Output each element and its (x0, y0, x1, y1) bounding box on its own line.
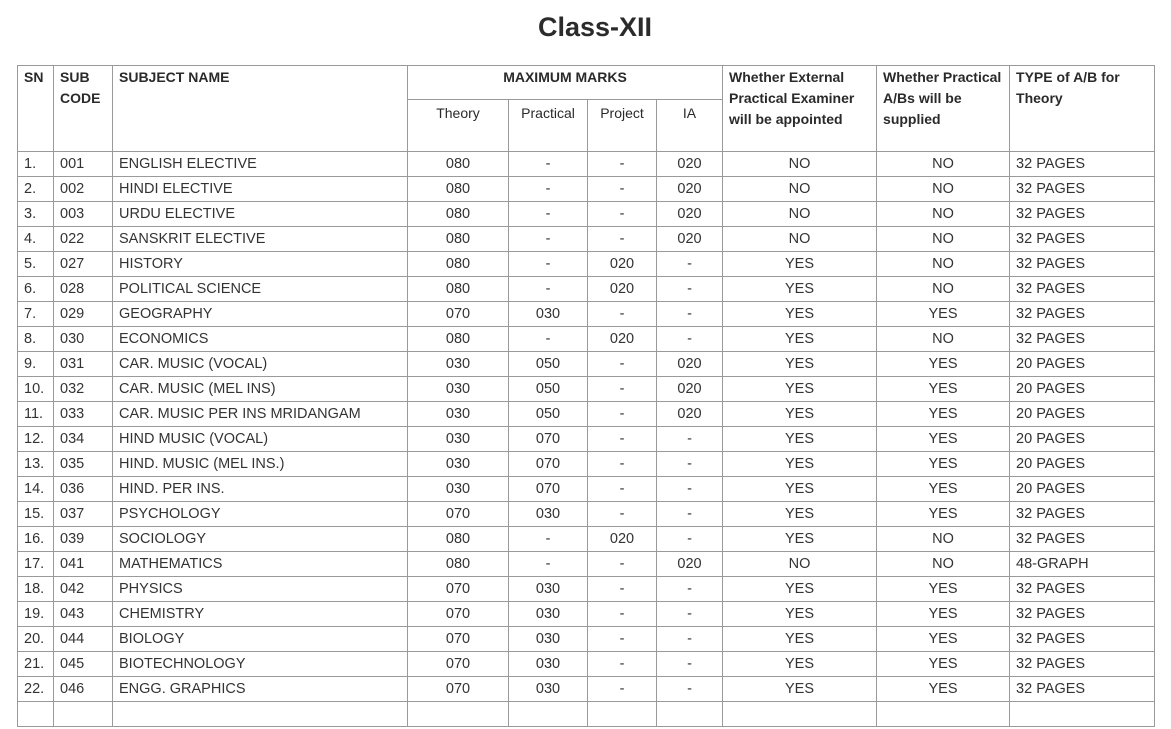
cell-subject-name: GEOGRAPHY (113, 302, 408, 327)
cell-ia: - (657, 277, 723, 302)
cell-practical-ab: YES (877, 602, 1010, 627)
cell-sn: 1. (18, 152, 54, 177)
table-row (18, 302, 1155, 327)
cell-subject-name: CHEMISTRY (113, 602, 408, 627)
cell-practical-ab: YES (877, 402, 1010, 427)
cell-subject-name: CAR. MUSIC (MEL INS) (113, 377, 408, 402)
cell-sn: 15. (18, 502, 54, 527)
cell-ia: 020 (657, 552, 723, 577)
empty-row (18, 702, 1155, 727)
table-row (18, 177, 1155, 202)
cell-external-examiner: YES (723, 352, 877, 377)
empty-cell (657, 702, 723, 727)
cell-sn: 21. (18, 652, 54, 677)
cell-sn: 9. (18, 352, 54, 377)
cell-sn: 8. (18, 327, 54, 352)
cell-practical: 030 (509, 627, 588, 652)
cell-project: - (588, 627, 657, 652)
cell-practical: - (509, 277, 588, 302)
cell-theory: 070 (408, 302, 509, 327)
cell-theory: 080 (408, 327, 509, 352)
cell-external-examiner: NO (723, 177, 877, 202)
empty-cell (113, 702, 408, 727)
cell-practical: 030 (509, 677, 588, 702)
cell-practical-ab: YES (877, 352, 1010, 377)
cell-practical-ab: YES (877, 452, 1010, 477)
cell-practical: 030 (509, 602, 588, 627)
table-row (18, 527, 1155, 552)
table-row (18, 202, 1155, 227)
cell-practical: - (509, 327, 588, 352)
cell-practical-ab: YES (877, 427, 1010, 452)
cell-subject-name: POLITICAL SCIENCE (113, 277, 408, 302)
cell-subject-name: CAR. MUSIC (VOCAL) (113, 352, 408, 377)
cell-sn: 5. (18, 252, 54, 277)
cell-ab-type: 32 PAGES (1010, 527, 1155, 552)
cell-project: - (588, 377, 657, 402)
cell-ia: - (657, 477, 723, 502)
header-external-examiner: Whether External Practical Examiner will be appointed (723, 66, 877, 152)
cell-external-examiner: YES (723, 327, 877, 352)
cell-theory: 080 (408, 527, 509, 552)
cell-project: - (588, 502, 657, 527)
cell-sub-code: 044 (54, 627, 113, 652)
cell-sn: 16. (18, 527, 54, 552)
cell-external-examiner: YES (723, 452, 877, 477)
cell-practical-ab: YES (877, 477, 1010, 502)
cell-practical-ab: YES (877, 627, 1010, 652)
cell-project: - (588, 177, 657, 202)
empty-cell (18, 702, 54, 727)
cell-sub-code: 042 (54, 577, 113, 602)
cell-ab-type: 32 PAGES (1010, 177, 1155, 202)
cell-ia: 020 (657, 177, 723, 202)
cell-sub-code: 031 (54, 352, 113, 377)
cell-external-examiner: YES (723, 477, 877, 502)
cell-ia: - (657, 627, 723, 652)
cell-subject-name: BIOLOGY (113, 627, 408, 652)
cell-ab-type: 48-GRAPH (1010, 552, 1155, 577)
header-sub-code: SUB CODE (54, 66, 113, 152)
cell-sn: 14. (18, 477, 54, 502)
cell-sub-code: 030 (54, 327, 113, 352)
header-ia: IA (657, 100, 723, 152)
header-practical: Practical (509, 100, 588, 152)
cell-ia: - (657, 527, 723, 552)
cell-subject-name: HISTORY (113, 252, 408, 277)
cell-ab-type: 32 PAGES (1010, 577, 1155, 602)
table-body (18, 152, 1155, 727)
cell-sub-code: 028 (54, 277, 113, 302)
cell-project: - (588, 227, 657, 252)
cell-ab-type: 32 PAGES (1010, 202, 1155, 227)
page-title: Class-XII (537, 12, 653, 42)
cell-project: - (588, 202, 657, 227)
cell-project: - (588, 402, 657, 427)
cell-practical-ab: YES (877, 677, 1010, 702)
cell-practical: - (509, 177, 588, 202)
cell-subject-name: ECONOMICS (113, 327, 408, 352)
cell-subject-name: HINDI ELECTIVE (113, 177, 408, 202)
cell-sn: 20. (18, 627, 54, 652)
cell-ia: - (657, 302, 723, 327)
cell-sub-code: 033 (54, 402, 113, 427)
cell-ia: 020 (657, 402, 723, 427)
cell-external-examiner: YES (723, 277, 877, 302)
cell-subject-name: HIND. PER INS. (113, 477, 408, 502)
cell-subject-name: PHYSICS (113, 577, 408, 602)
cell-subject-name: ENGG. GRAPHICS (113, 677, 408, 702)
cell-project: 020 (588, 327, 657, 352)
cell-subject-name: HIND. MUSIC (MEL INS.) (113, 452, 408, 477)
cell-practical: 070 (509, 452, 588, 477)
cell-theory: 030 (408, 402, 509, 427)
cell-practical-ab: NO (877, 552, 1010, 577)
table-row (18, 352, 1155, 377)
cell-ia: - (657, 577, 723, 602)
cell-ab-type: 20 PAGES (1010, 352, 1155, 377)
cell-subject-name: ENGLISH ELECTIVE (113, 152, 408, 177)
cell-theory: 070 (408, 602, 509, 627)
cell-sub-code: 032 (54, 377, 113, 402)
cell-practical: 030 (509, 652, 588, 677)
cell-ab-type: 32 PAGES (1010, 502, 1155, 527)
cell-practical-ab: NO (877, 327, 1010, 352)
table-row (18, 252, 1155, 277)
cell-sub-code: 043 (54, 602, 113, 627)
cell-practical-ab: NO (877, 152, 1010, 177)
cell-practical: 050 (509, 402, 588, 427)
cell-ab-type: 32 PAGES (1010, 677, 1155, 702)
cell-sub-code: 029 (54, 302, 113, 327)
empty-cell (877, 702, 1010, 727)
cell-external-examiner: NO (723, 152, 877, 177)
header-maximum-marks: MAXIMUM MARKS (408, 66, 723, 100)
empty-cell (588, 702, 657, 727)
cell-project: - (588, 577, 657, 602)
cell-theory: 070 (408, 577, 509, 602)
cell-sn: 2. (18, 177, 54, 202)
header-row (18, 66, 1155, 100)
cell-practical: - (509, 552, 588, 577)
table-row (18, 577, 1155, 602)
cell-theory: 080 (408, 177, 509, 202)
cell-practical: 050 (509, 352, 588, 377)
table-row (18, 627, 1155, 652)
cell-theory: 080 (408, 277, 509, 302)
cell-practical: - (509, 202, 588, 227)
cell-practical: 030 (509, 502, 588, 527)
cell-ab-type: 20 PAGES (1010, 402, 1155, 427)
cell-theory: 030 (408, 477, 509, 502)
cell-sn: 3. (18, 202, 54, 227)
table-row (18, 452, 1155, 477)
cell-theory: 080 (408, 152, 509, 177)
cell-practical: - (509, 152, 588, 177)
cell-ia: 020 (657, 352, 723, 377)
cell-subject-name: PSYCHOLOGY (113, 502, 408, 527)
cell-theory: 030 (408, 377, 509, 402)
cell-sub-code: 035 (54, 452, 113, 477)
cell-external-examiner: YES (723, 527, 877, 552)
cell-sub-code: 002 (54, 177, 113, 202)
table-row (18, 477, 1155, 502)
cell-project: - (588, 652, 657, 677)
cell-external-examiner: NO (723, 552, 877, 577)
cell-practical: - (509, 527, 588, 552)
cell-practical-ab: YES (877, 302, 1010, 327)
cell-ia: - (657, 502, 723, 527)
cell-practical: 070 (509, 427, 588, 452)
table-row (18, 402, 1155, 427)
cell-sub-code: 046 (54, 677, 113, 702)
cell-theory: 080 (408, 252, 509, 277)
cell-subject-name: SOCIOLOGY (113, 527, 408, 552)
cell-ab-type: 32 PAGES (1010, 302, 1155, 327)
cell-sn: 6. (18, 277, 54, 302)
cell-sn: 19. (18, 602, 54, 627)
cell-ia: 020 (657, 202, 723, 227)
cell-project: - (588, 302, 657, 327)
cell-sn: 17. (18, 552, 54, 577)
cell-project: - (588, 427, 657, 452)
header-practical-ab: Whether Practical A/Bs will be supplied (877, 66, 1010, 152)
cell-project: - (588, 552, 657, 577)
cell-practical: - (509, 252, 588, 277)
cell-theory: 030 (408, 352, 509, 377)
cell-subject-name: URDU ELECTIVE (113, 202, 408, 227)
cell-ab-type: 32 PAGES (1010, 652, 1155, 677)
empty-cell (54, 702, 113, 727)
header-ab-type: TYPE of A/B for Theory (1010, 66, 1155, 152)
cell-ab-type: 32 PAGES (1010, 227, 1155, 252)
cell-ab-type: 20 PAGES (1010, 377, 1155, 402)
cell-sub-code: 003 (54, 202, 113, 227)
table-row (18, 277, 1155, 302)
empty-cell (509, 702, 588, 727)
cell-sub-code: 034 (54, 427, 113, 452)
cell-theory: 070 (408, 652, 509, 677)
cell-sn: 13. (18, 452, 54, 477)
cell-sn: 11. (18, 402, 54, 427)
cell-sub-code: 039 (54, 527, 113, 552)
cell-practical-ab: YES (877, 502, 1010, 527)
cell-theory: 030 (408, 427, 509, 452)
cell-ab-type: 32 PAGES (1010, 277, 1155, 302)
table-row (18, 227, 1155, 252)
cell-practical-ab: NO (877, 227, 1010, 252)
cell-subject-name: HIND MUSIC (VOCAL) (113, 427, 408, 452)
cell-project: - (588, 452, 657, 477)
cell-ab-type: 32 PAGES (1010, 252, 1155, 277)
cell-practical-ab: NO (877, 177, 1010, 202)
cell-project: - (588, 677, 657, 702)
empty-cell (1010, 702, 1155, 727)
cell-project: 020 (588, 252, 657, 277)
cell-project: 020 (588, 277, 657, 302)
cell-practical: 050 (509, 377, 588, 402)
header-sn: SN (18, 66, 54, 152)
cell-sub-code: 027 (54, 252, 113, 277)
cell-project: - (588, 477, 657, 502)
cell-ab-type: 20 PAGES (1010, 452, 1155, 477)
header-project: Project (588, 100, 657, 152)
cell-sub-code: 022 (54, 227, 113, 252)
cell-sub-code: 041 (54, 552, 113, 577)
header-theory: Theory (408, 100, 509, 152)
cell-external-examiner: YES (723, 677, 877, 702)
cell-theory: 080 (408, 202, 509, 227)
cell-sn: 7. (18, 302, 54, 327)
cell-practical-ab: YES (877, 652, 1010, 677)
cell-practical-ab: NO (877, 202, 1010, 227)
cell-ia: - (657, 252, 723, 277)
empty-cell (408, 702, 509, 727)
cell-external-examiner: YES (723, 502, 877, 527)
cell-practical-ab: NO (877, 252, 1010, 277)
cell-theory: 030 (408, 452, 509, 477)
cell-external-examiner: YES (723, 377, 877, 402)
table-row (18, 677, 1155, 702)
cell-sn: 12. (18, 427, 54, 452)
cell-practical: - (509, 227, 588, 252)
cell-theory: 080 (408, 227, 509, 252)
cell-sub-code: 036 (54, 477, 113, 502)
empty-cell (723, 702, 877, 727)
marks-table (17, 65, 1155, 727)
table-row (18, 152, 1155, 177)
cell-external-examiner: NO (723, 202, 877, 227)
cell-subject-name: BIOTECHNOLOGY (113, 652, 408, 677)
cell-ia: 020 (657, 377, 723, 402)
table-row (18, 652, 1155, 677)
cell-ab-type: 32 PAGES (1010, 602, 1155, 627)
cell-ab-type: 20 PAGES (1010, 427, 1155, 452)
cell-sub-code: 001 (54, 152, 113, 177)
cell-practical: 030 (509, 302, 588, 327)
cell-theory: 070 (408, 627, 509, 652)
cell-subject-name: SANSKRIT ELECTIVE (113, 227, 408, 252)
table-row (18, 552, 1155, 577)
cell-external-examiner: YES (723, 627, 877, 652)
cell-sn: 4. (18, 227, 54, 252)
cell-sub-code: 037 (54, 502, 113, 527)
cell-ia: - (657, 327, 723, 352)
table-row (18, 377, 1155, 402)
table-row (18, 602, 1155, 627)
cell-ia: - (657, 427, 723, 452)
cell-theory: 080 (408, 552, 509, 577)
cell-subject-name: CAR. MUSIC PER INS MRIDANGAM (113, 402, 408, 427)
cell-external-examiner: YES (723, 577, 877, 602)
cell-ab-type: 32 PAGES (1010, 152, 1155, 177)
cell-practical-ab: NO (877, 527, 1010, 552)
cell-external-examiner: YES (723, 652, 877, 677)
table-row (18, 427, 1155, 452)
cell-sub-code: 045 (54, 652, 113, 677)
cell-external-examiner: NO (723, 227, 877, 252)
cell-ab-type: 32 PAGES (1010, 627, 1155, 652)
header-subject-name: SUBJECT NAME (113, 66, 408, 152)
cell-project: - (588, 152, 657, 177)
cell-external-examiner: YES (723, 602, 877, 627)
cell-project: - (588, 352, 657, 377)
cell-external-examiner: YES (723, 252, 877, 277)
table-row (18, 327, 1155, 352)
cell-ia: 020 (657, 227, 723, 252)
cell-ab-type: 32 PAGES (1010, 327, 1155, 352)
cell-theory: 070 (408, 502, 509, 527)
cell-subject-name: MATHEMATICS (113, 552, 408, 577)
cell-ia: - (657, 602, 723, 627)
cell-project: 020 (588, 527, 657, 552)
cell-external-examiner: YES (723, 402, 877, 427)
cell-sn: 22. (18, 677, 54, 702)
cell-ia: 020 (657, 152, 723, 177)
cell-ia: - (657, 652, 723, 677)
cell-ab-type: 20 PAGES (1010, 477, 1155, 502)
cell-theory: 070 (408, 677, 509, 702)
cell-practical: 030 (509, 577, 588, 602)
cell-practical-ab: NO (877, 277, 1010, 302)
cell-sn: 18. (18, 577, 54, 602)
cell-external-examiner: YES (723, 427, 877, 452)
cell-sn: 10. (18, 377, 54, 402)
cell-ia: - (657, 452, 723, 477)
cell-ia: - (657, 677, 723, 702)
cell-practical: 070 (509, 477, 588, 502)
cell-practical-ab: YES (877, 577, 1010, 602)
cell-project: - (588, 602, 657, 627)
cell-external-examiner: YES (723, 302, 877, 327)
cell-practical-ab: YES (877, 377, 1010, 402)
table-row (18, 502, 1155, 527)
